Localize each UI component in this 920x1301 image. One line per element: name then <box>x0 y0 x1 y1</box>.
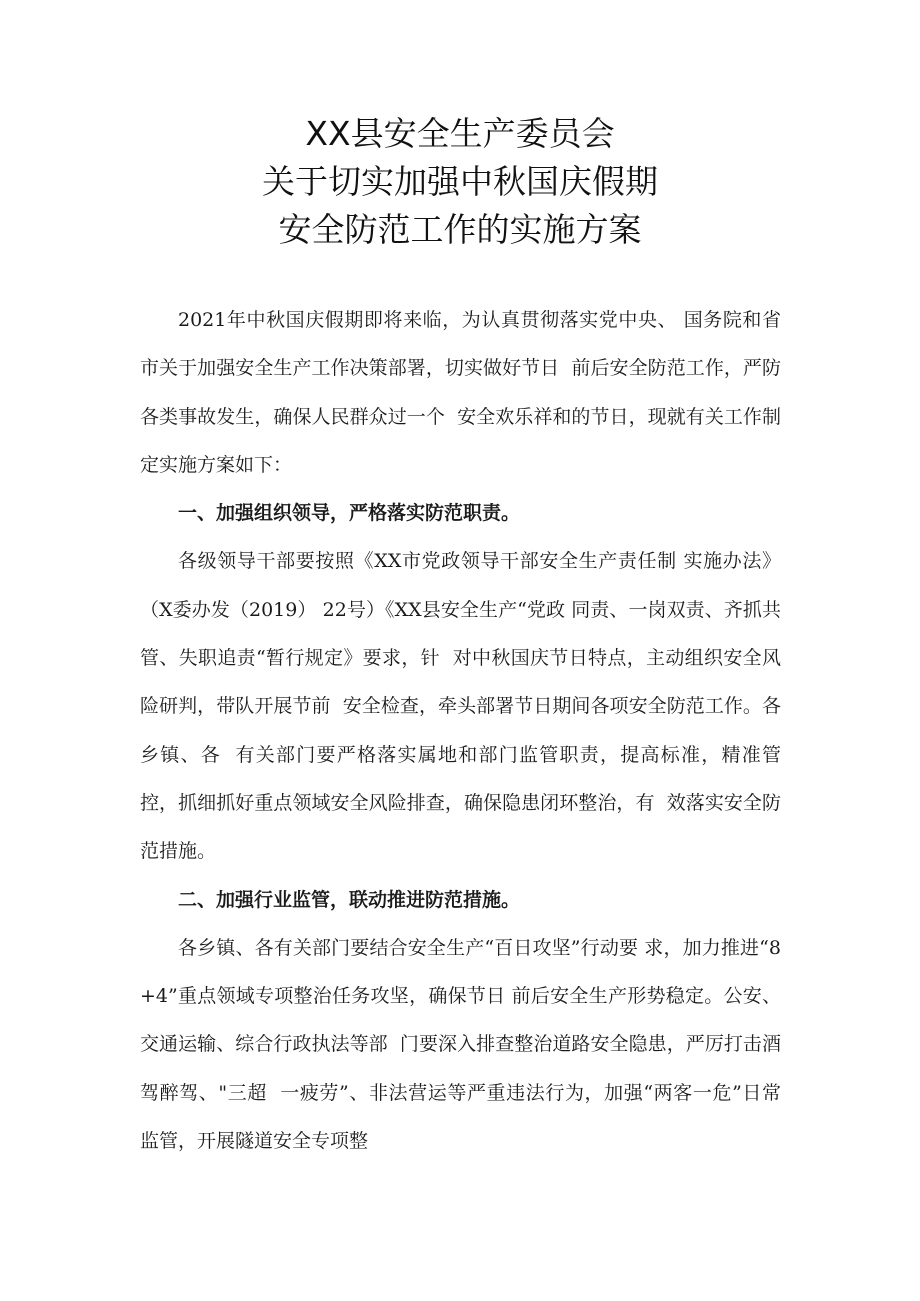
section-1-heading: 一、加强组织领导，严格落实防范职责。 <box>178 502 521 525</box>
intro-paragraph: 2021年中秋国庆假期即将来临，为认真贯彻落实党中央、 国务院和省市关于加强安全生产工作决策部署，切实做好节日 前后安全防范工作，严防各类事故发生，确保人民群众过一个 安全欢乐祥和的节日，现就有关工作制定实施方案如下： <box>140 309 781 476</box>
document-title <box>0 110 920 254</box>
title-line-2: 关于切实加强中秋国庆假期 <box>262 162 658 201</box>
section-1-paragraph: 各级领导干部要按照《XX市党政领导干部安全生产责任制 实施办法》（X委办发（2019） 22号）《XX县安全生产“党政 同责、一岗双责、齐抓共管、失职追责“暂行规定》要求，针 对中秋国庆节日特点，主动组织安全风险研判，带队开展节前 安全检查，牵头部署节日期间各项安全防范工作。各乡镇、各 有关部门要严格落实属地和部门监管职责，提高标准，精准管 控，抓细抓好重点领域安全风险排查，确保隐患闭环整治，有 效落实安全防范措施。 <box>140 550 794 863</box>
title-line-1: XX县安全生产委员会 <box>305 114 615 153</box>
title-line-3: 安全防范工作的实施方案 <box>278 210 642 249</box>
section-2-heading: 二、加强行业监管，联动推进防范措施。 <box>178 888 521 911</box>
document-body <box>140 296 794 1165</box>
section-2-paragraph: 各乡镇、各有关部门要结合安全生产“百日攻坚”行动要 求，加力推进“8+4”重点领域专项整治任务攻坚，确保节日 前后安全生产形势稳定。公安、交通运输、综合行政执法等部 门要深入排查整治道路安全隐患，严厉打击酒驾醉驾、"三超 一疲劳”、非法营运等严重违法行为，加强“两客一危”日常 监管，开展隧道安全专项整 <box>140 936 794 1153</box>
